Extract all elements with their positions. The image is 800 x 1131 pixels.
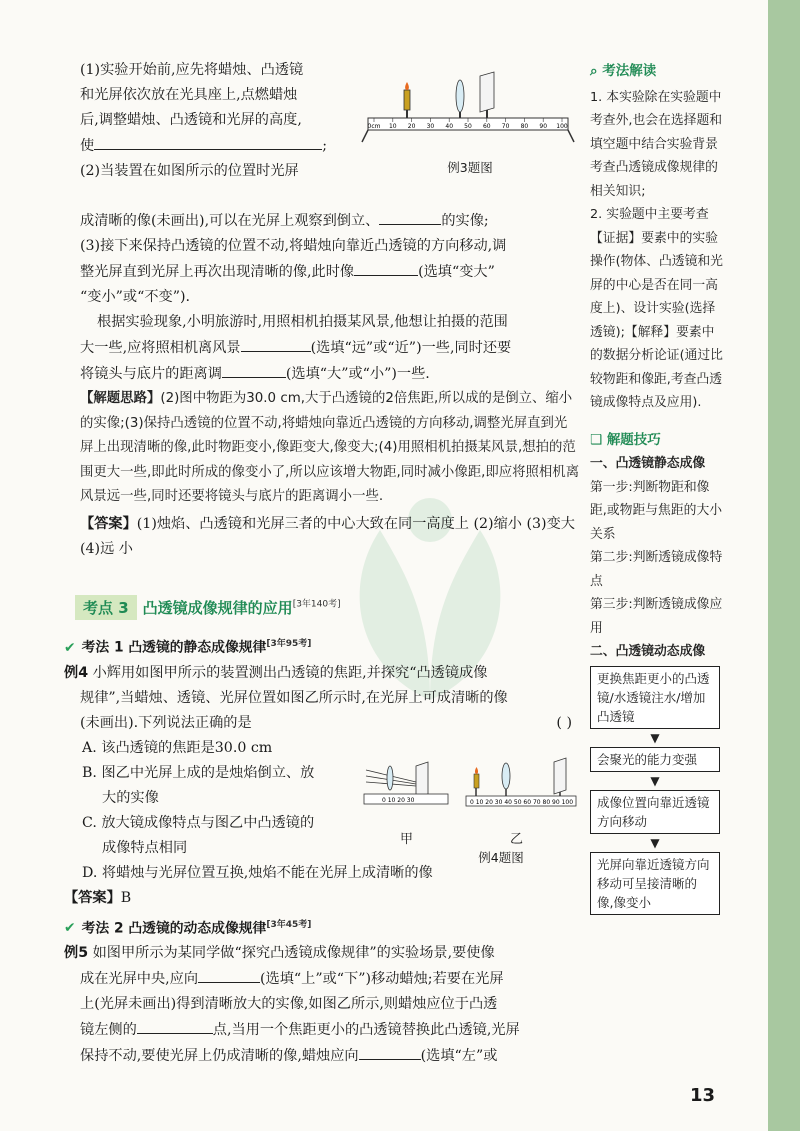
- blank-input[interactable]: [354, 259, 418, 276]
- answer-bracket[interactable]: ( ): [556, 714, 572, 731]
- screen-yi: [554, 758, 566, 794]
- solution-hint: 【解题思路】(2)图中物距为30.0 cm,大于凸透镜的2倍焦距,所以成的是倒立、缩小的实像;(3)保持凸透镜的位置不动,将蜡烛向靠近凸透镜的方向移动,调整光屏直到光屏上出现清晰的像,此时物距变小,像距变大,像变大;(4)用照相机拍摄某风景,想拍的范围更大一些,即此时所成的像变小了,所以应该增大物距,同时减小像距,即应将照相机离风景远一些,同时还要将镜头与底片的距离调小一些.: [80, 391, 580, 504]
- flame: [405, 82, 409, 90]
- ruler-tick-label: 20: [407, 123, 416, 130]
- ex3-q3-line1: (3)接下来保持凸透镜的位置不动,将蜡烛向靠近凸透镜的方向移动,调: [80, 238, 507, 254]
- sidebar-heading-kaofa: ⌕ 考法解读: [590, 63, 657, 79]
- sidebar-sub-dynamic: 二、凸透镜动态成像: [590, 644, 706, 659]
- fig-label-jia: 甲: [400, 831, 414, 847]
- ruler-tick-label: 100: [556, 123, 568, 130]
- ex5-line3: 上(光屏未画出)得到清晰放大的实像,如图乙所示,则蜡烛应位于凸透: [80, 996, 498, 1013]
- check-icon: ✔: [64, 639, 76, 656]
- example4-block: [64, 632, 584, 1069]
- kaofa2-heading: ✔ 考法 2 凸透镜的动态成像规律[3年45考]: [64, 919, 312, 937]
- ruler-tick-label: 70: [501, 123, 510, 130]
- flow-step-2: 会聚光的能力变强: [590, 747, 720, 772]
- ex3-q1-line4: 使 ;: [80, 133, 370, 159]
- flow-step-1: 更换焦距更小的凸透镜/水透镜注水/增加凸透镜: [590, 666, 720, 729]
- blank-input[interactable]: [379, 208, 441, 225]
- page-edge-strip: [768, 0, 800, 1131]
- ex4-options: [64, 736, 584, 886]
- kaodian-tag: 考点 3: [75, 595, 137, 620]
- kaofa1-heading: ✔ 考法 1 凸透镜的静态成像规律[3年95考]: [64, 639, 312, 656]
- book-icon: ❑: [590, 431, 603, 448]
- example3-figure: [360, 60, 580, 180]
- ruler-tick-label: 50: [464, 123, 472, 130]
- ex3-q4-line1: 根据实验现象,小明旅游时,用照相机拍摄某风景,他想让拍摄的范围: [97, 314, 508, 330]
- ruler-tick-label: 30: [426, 123, 435, 130]
- ex4-stem-line3: (未画出).下列说法正确的是 ( ): [64, 711, 584, 736]
- ruler-tick-label: 10: [388, 123, 397, 130]
- sidebar-sub-static: 一、凸透镜静态成像: [590, 456, 706, 471]
- ex3-q3-line2: 整光屏直到光屏上再次出现清晰的像,此时像 (选填“变大”: [80, 259, 580, 285]
- main-column: [80, 58, 580, 562]
- ex5-line1: 例5 如图甲所示为某同学做“探究凸透镜成像规律”的实验场景,要使像: [64, 945, 495, 962]
- svg-text:0 10 20 30: 0 10 20 30: [382, 796, 415, 804]
- candle: [404, 90, 410, 110]
- arrow-down-icon: ▼: [650, 835, 660, 850]
- ex4-answer: 【答案】B: [64, 889, 132, 906]
- arrow-down-icon: ▼: [650, 730, 660, 745]
- blank-input[interactable]: [94, 133, 322, 150]
- ex3-q1-line3: 后,调整蜡烛、凸透镜和光屏的高度,: [80, 112, 302, 128]
- blank-input[interactable]: [359, 1043, 421, 1060]
- ex3-answer: 【答案】(1)烛焰、凸透镜和光屏三者的中心大致在同一高度上 (2)缩小 (3)变大 (4)远 小: [80, 515, 575, 557]
- figure-caption: 例4题图: [478, 849, 524, 865]
- figure-caption: 例3题图: [447, 160, 493, 175]
- ruler-tick-label: 80: [520, 123, 529, 130]
- section-header-kaodian3: [75, 595, 580, 623]
- search-icon: ⌕: [590, 63, 598, 79]
- ex3-q4-line3: 将镜头与底片的距离调 (选填“大”或“小”)一些.: [80, 361, 580, 387]
- screen: [480, 72, 494, 112]
- ruler-tick-label: 40: [445, 123, 454, 130]
- ex3-q4-line2: 大一些,应将照相机离风景 (选填“远”或“近”)一些,同时还要: [80, 335, 580, 361]
- ex5-line5: 保持不动,要使光屏上仍成清晰的像,蜡烛应向 (选填“左”或: [64, 1043, 584, 1069]
- blank-input[interactable]: [241, 335, 311, 352]
- blank-input[interactable]: [222, 361, 286, 378]
- kaodian-title: 凸透镜成像规律的应用: [142, 599, 293, 617]
- arrow-down-icon: ▼: [650, 773, 660, 788]
- flow-step-3: 成像位置向靠近透镜方向移动: [590, 790, 720, 834]
- lens-yi: [502, 763, 510, 789]
- ruler-tick-label: 90: [539, 123, 548, 130]
- ex3-q3-line3: “变小”或“不变”).: [80, 289, 190, 305]
- sidebar-step-2: 第二步:判断透镜成像特点: [590, 550, 723, 589]
- sidebar: [590, 60, 725, 915]
- option-c-cont: 成像特点相同: [102, 839, 188, 856]
- option-a[interactable]: A. 该凸透镜的焦距是30.0 cm: [82, 739, 273, 756]
- ex3-q1-line2: 和光屏依次放在光具座上,点燃蜡烛: [80, 87, 298, 103]
- ex5-line4: 镜左侧的 点,当用一个焦距更小的凸透镜替换此凸透镜,光屏: [64, 1017, 584, 1043]
- flowchart: [590, 666, 725, 915]
- flow-step-4: 光屏向靠近透镜方向移动可呈接清晰的像,像变小: [590, 852, 720, 915]
- option-b-cont: 大的实像: [102, 789, 159, 806]
- sidebar-heading-jiqiao: ❑ 解题技巧: [590, 431, 661, 448]
- sidebar-point-2: 2. 实验题中主要考查【证据】要素中的实验操作(物体、凸透镜和光屏的中心是否在同一高度上)、设计实验(选择透镜);【解释】要素中的数据分析论证(通过比较物距和像距,考查凸透镜成像特点及应用).: [590, 207, 723, 410]
- sidebar-point-1: 1. 本实验除在实验题中考查外,也会在选择题和填空题中结合实验背景考查凸透镜成像规律的相关知识;: [590, 89, 723, 199]
- blank-input[interactable]: [198, 966, 260, 983]
- focal-length-and-bench-diagram: [360, 756, 582, 818]
- ex5-line2: 成在光屏中央,应向 (选填“上”或“下”)移动蜡烛;若要在光屏: [64, 966, 584, 992]
- candle-yi: [474, 774, 479, 788]
- ex4-stem-line2: 规律”,当蜡烛、透镜、光屏位置如图乙所示时,在光屏上可成清晰的像: [80, 689, 508, 706]
- sidebar-step-1: 第一步:判断物距和像距,或物距与焦距的大小关系: [590, 479, 723, 542]
- ruler-tick-label: 0cm: [367, 123, 381, 130]
- ruler-tick-label: 60: [482, 123, 491, 130]
- optical-bench-diagram: [360, 60, 580, 144]
- screen-jia: [416, 762, 428, 798]
- lens: [456, 80, 464, 112]
- option-b[interactable]: B. 图乙中光屏上成的是烛焰倒立、放: [82, 764, 315, 781]
- kaodian-count: [3年140考]: [292, 599, 341, 610]
- ex4-stem-line1: 例4 小辉用如图甲所示的装置测出凸透镜的焦距,并探究“凸透镜成像: [64, 664, 488, 681]
- example4-figure: [360, 756, 582, 870]
- option-c[interactable]: C. 放大镜成像特点与图乙中凸透镜的: [82, 814, 315, 831]
- blank-input[interactable]: [137, 1017, 213, 1034]
- check-icon: ✔: [64, 920, 76, 937]
- fig-label-yi: 乙: [510, 831, 524, 847]
- ex3-q2-line1: (2)当装置在如图所示的位置时光屏: [80, 163, 299, 179]
- lens-jia: [387, 766, 393, 790]
- option-d[interactable]: D. 将蜡烛与光屏位置互换,烛焰不能在光屏上成清晰的像: [82, 864, 433, 881]
- sidebar-step-3: 第三步:判断透镜成像应用: [590, 597, 723, 636]
- svg-text:0 10 20 30 40 50 60 70 80 90 1: 0 10 20 30 40 50 60 70 80 90 100: [470, 798, 574, 806]
- ex3-q2-line2: 成清晰的像(未画出),可以在光屏上观察到倒立、 的实像;: [80, 208, 580, 234]
- ex3-q1-line1: (1)实验开始前,应先将蜡烛、凸透镜: [80, 62, 304, 78]
- page-number: 13: [690, 1085, 716, 1106]
- example3-top: [80, 58, 580, 208]
